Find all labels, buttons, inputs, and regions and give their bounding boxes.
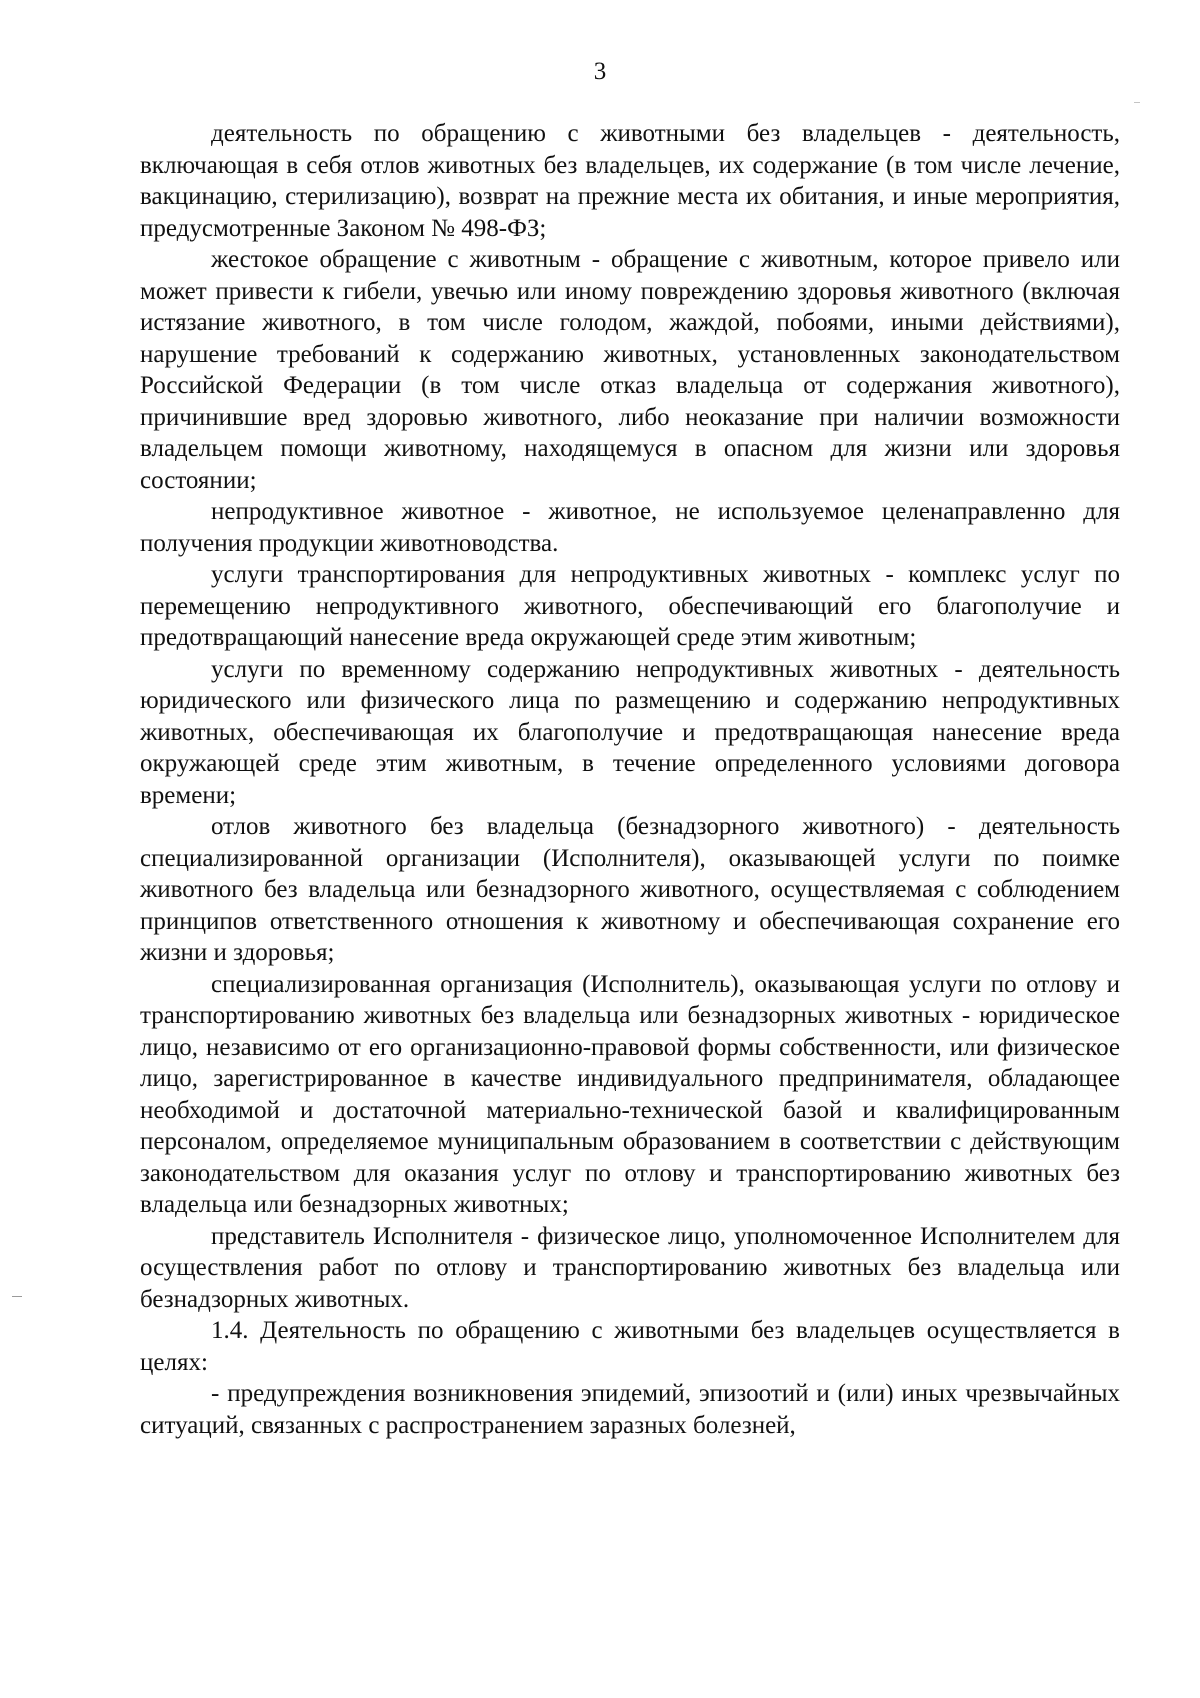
scan-artifact-mark (1134, 102, 1140, 103)
scan-artifact-mark (12, 1296, 22, 1297)
paragraph-definition-transport-services: услуги транспортирования для непродуктивных животных - комплекс услуг по перемещению непродуктивного животного, обеспечивающий его благополучие и предотвращающий нанесение вреда окружающей среде этим животным; (140, 561, 1120, 651)
page-number: 3 (593, 58, 607, 85)
paragraph-definition-capture: отлов животного без владельца (безнадзорного животного) - деятельность специализированной организации (Исполнителя), оказывающей услуги по поимке животного без владельца или безнадзорного животного, осуществляемая с соблюдением принципов ответственного отношения к животному и обеспечивающая сохранение его жизни и здоровья; (140, 813, 1120, 966)
paragraph-goal-epidemic-prevention: - предупреждения возникновения эпидемий, эпизоотий и (или) иных чрезвычайных ситуаций, связанных с распространением заразных болезней, (140, 1380, 1120, 1439)
paragraph-definition-temporary-keeping: услуги по временному содержанию непродуктивных животных - деятельность юридического или физического лица по размещению и содержанию непродуктивных животных, обеспечивающая их благополучие и предотвращающая нанесение вреда окружающей среде этим животным, в течение определенного условиями договора времени; (140, 655, 1120, 809)
paragraph-definition-specialized-organization: специализированная организация (Исполнитель), оказывающая услуги по отлову и транспортированию животных без владельца или безнадзорных животных - юридическое лицо, независимо от его организационно-правовой формы собственности, или физическое лицо, зарегистрированное в качестве индивидуального предпринимателя, обладающее необходимой и достаточной материально-технической базой и квалифицированным персоналом, определяемое муниципальным образованием в соответствии с действующим законодательством для оказания услуг по отлову и транспортированию животных без владельца или безнадзорных животных; (140, 970, 1120, 1218)
paragraph-section-1-4: 1.4. Деятельность по обращению с животными без владельцев осуществляется в целях: (140, 1317, 1120, 1376)
paragraph-definition-animal-handling: деятельность по обращению с животными без владельцев - деятельность, включающая в себя отлов животных без владельцев, их содержание (в том числе лечение, вакцинацию, стерилизацию), возврат на прежние места их обитания, и иные мероприятия, предусмотренные Законом № 498-ФЗ; (140, 120, 1120, 242)
document-body (140, 118, 1120, 1441)
paragraph-definition-unproductive-animal: непродуктивное животное - животное, не используемое целенаправленно для получения продукции животноводства. (140, 498, 1120, 557)
paragraph-definition-contractor-representative: представитель Исполнителя - физическое лицо, уполномоченное Исполнителем для осуществления работ по отлову и транспортированию животных без владельца или безнадзорных животных. (140, 1222, 1120, 1313)
paragraph-definition-cruel-treatment: жестокое обращение с животным - обращение с животным, которое привело или может привести к гибели, увечью или иному повреждению здоровья животного (включая истязание животного, в том числе голодом, жаждой, побоями, иными действиями), нарушение требований к содержанию животных, установленных законодательством Российской Федерации (в том числе отказ владельца от содержания животного), причинившие вред здоровью животного, либо неоказание при наличии возможности владельцем помощи животному, находящемуся в опасном для жизни или здоровья состоянии; (140, 246, 1120, 494)
